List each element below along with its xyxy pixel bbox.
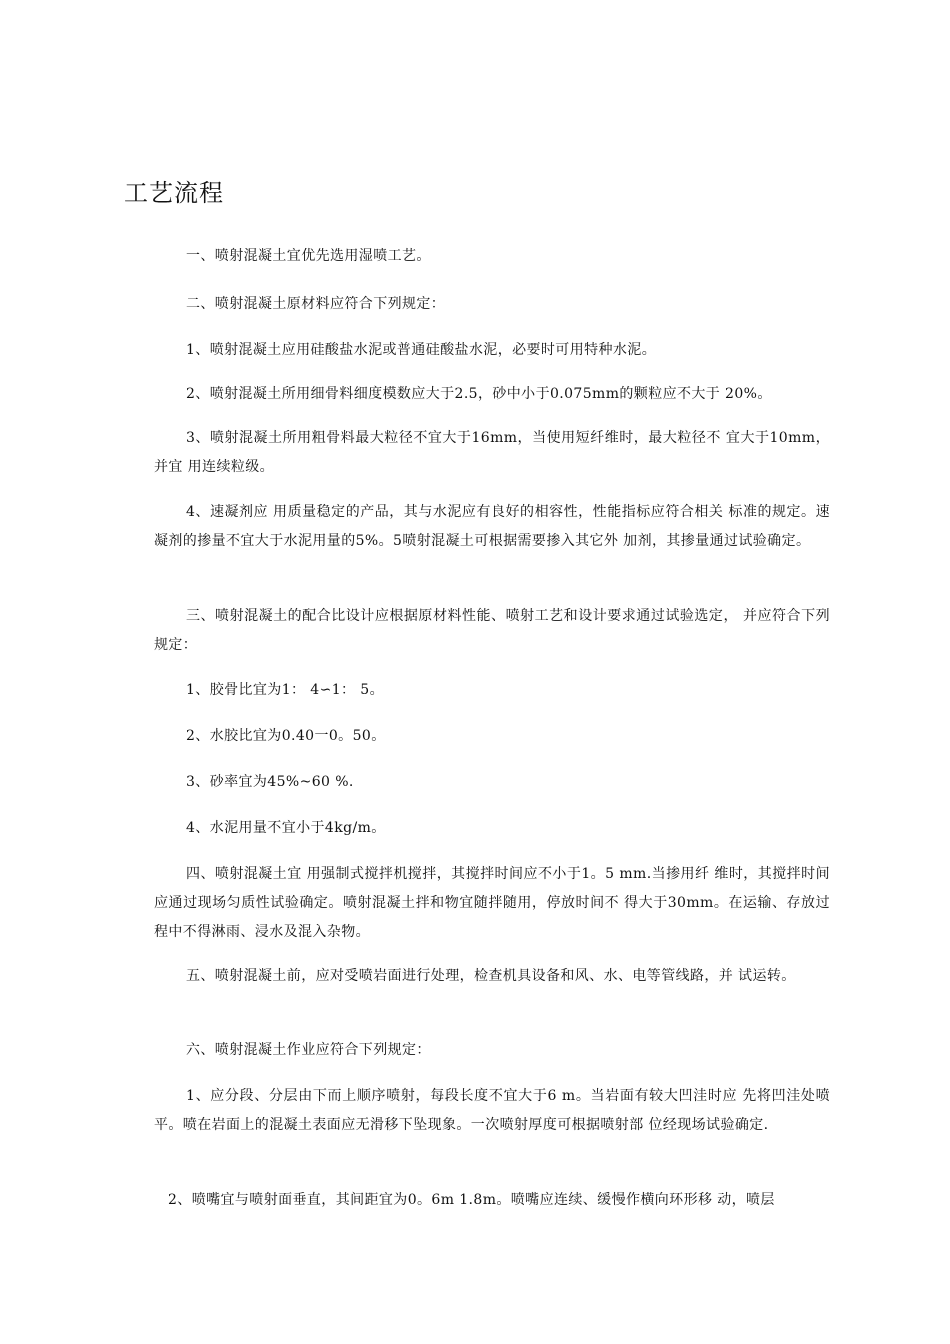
paragraph-3: 1、喷射混凝土应用硅酸盐水泥或普通硅酸盐水泥，必要时可用特种水泥。 bbox=[186, 342, 657, 358]
paragraph-7: 三、喷射混凝土的配合比设计应根据原材料性能、喷射工艺和设计要求通过试验选定， 并应符合下列规定： bbox=[154, 608, 830, 653]
paragraph-1: 一、喷射混凝土宜优先选用湿喷工艺。 bbox=[186, 248, 431, 264]
page-title: 工艺流程 bbox=[124, 179, 224, 207]
paragraph-12: 四、喷射混凝土宜 用强制式搅拌机搅拌，其搅拌时间应不小于1。5 mm.当掺用纤 维时，其搅拌时间应通过现场匀质性试验确定。喷射混凝土拌和物宜随拌随用，停放时间不 得大于30mm。在运输、存放过程中不得淋雨、浸水及混入杂物。 bbox=[154, 866, 830, 940]
paragraph-10: 3、砂率宜为45%~60 %. bbox=[186, 774, 354, 790]
paragraph-6: 4、速凝剂应 用质量稳定的产品，其与水泥应有良好的相容性，性能指标应符合相关 标准的规定。速凝剂的掺量不宜大于水泥用量的5%。5喷射混凝土可根据需要掺入其它外 加剂，其掺量通过试验确定。 bbox=[154, 504, 830, 549]
paragraph-9: 2、水胶比宜为0.40一0。50。 bbox=[186, 728, 386, 744]
paragraph-5: 3、喷射混凝土所用粗骨料最大粒径不宜大于16mm，当使用短纤维时，最大粒径不 宜大于10mm，并宜 用连续粒级。 bbox=[154, 430, 830, 475]
paragraph-8: 1、胶骨比宜为1： 4∽1： 5。 bbox=[186, 682, 384, 698]
paragraph-13: 五、喷射混凝土前，应对受喷岩面进行处理，检查机具设备和风、水、电等管线路，并 试运转。 bbox=[186, 968, 796, 984]
paragraph-11: 4、水泥用量不宜小于4kg/m。 bbox=[186, 820, 386, 836]
paragraph-15: 1、应分段、分层由下而上顺序喷射，每段长度不宜大于6 m。当岩面有较大凹洼时应 先将凹洼处喷平。喷在岩面上的混凝土表面应无滑移下坠现象。一次喷射厚度可根据喷射部 位经现场试验确定. bbox=[154, 1088, 830, 1133]
paragraph-2: 二、喷射混凝土原材料应符合下列规定： bbox=[186, 296, 446, 312]
paragraph-16: 2、喷嘴宜与喷射面垂直，其间距宜为0。6m 1.8m。喷嘴应连续、缓慢作横向环形移 动，喷层 bbox=[168, 1192, 775, 1208]
paragraph-14: 六、喷射混凝土作业应符合下列规定： bbox=[186, 1042, 431, 1058]
paragraph-4: 2、喷射混凝土所用细骨料细度模数应大于2.5，砂中小于0.075mm的颗粒应不大于 20%。 bbox=[186, 386, 772, 402]
